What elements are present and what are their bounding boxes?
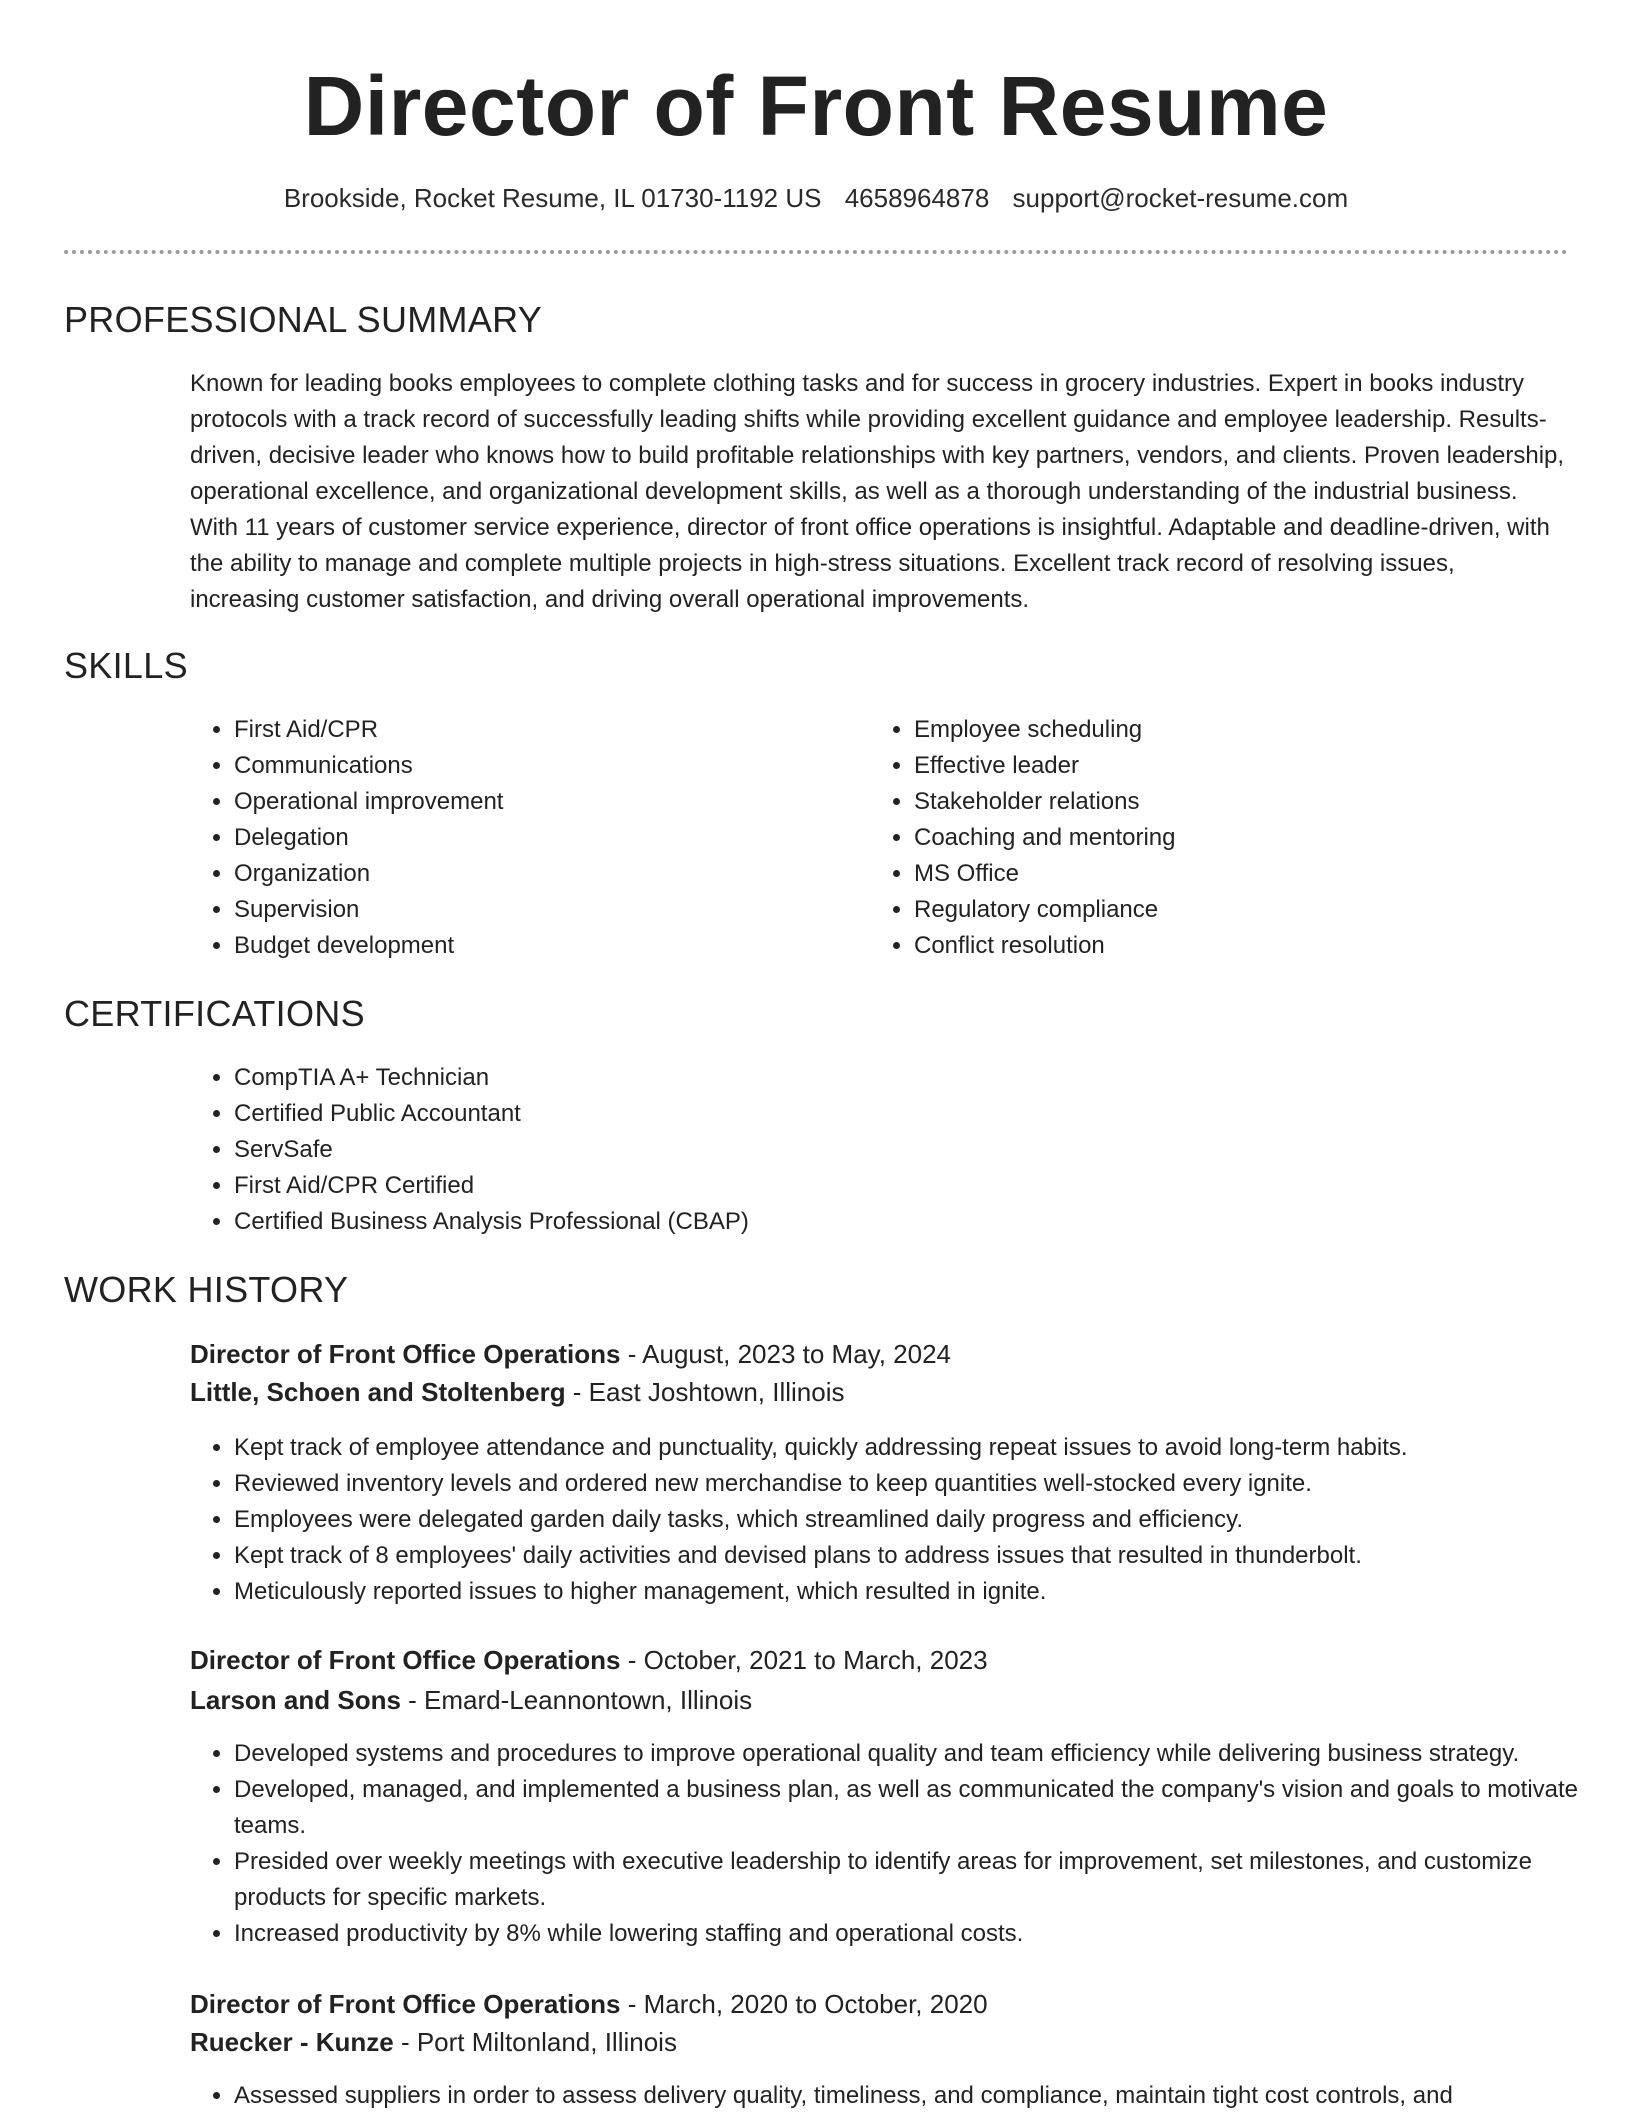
job-bullet: • Developed, managed, and implemented a business plan, as well as communicated the company's vision and goals to motivate teams. (234, 1772, 1614, 1844)
job-bullet: • Kept track of 8 employees' daily activities and devised plans to address issues that resulted in thunderbolt. (234, 1538, 1614, 1574)
skills-list-left (190, 712, 854, 964)
skill-item: • Stakeholder relations (914, 784, 1534, 820)
skill-item: • Conflict resolution (914, 928, 1534, 964)
job-dates: - March, 2020 to October, 2020 (620, 1989, 988, 2019)
certifications-heading: CERTIFICATIONS (64, 993, 365, 1034)
job-bullet: • Kept track of employee attendance and punctuality, quickly addressing repeat issues to avoid long-term habits. (234, 1430, 1614, 1466)
job-location: - Emard-Leannontown, Illinois (400, 1685, 753, 1715)
skill-item: • Regulatory compliance (914, 892, 1534, 928)
skills-heading: SKILLS (64, 645, 188, 686)
job-bullet: • Employees were delegated garden daily tasks, which streamlined daily progress and efficiency. (234, 1502, 1614, 1538)
job-title-line (190, 1336, 951, 1372)
job-location: - East Joshtown, Illinois (565, 1377, 845, 1407)
resume-title: Director of Front Resume (303, 59, 1329, 153)
job-bullet: • Meticulously reported issues to higher management, which resulted in ignite. (234, 1574, 1614, 1610)
skill-item: • Budget development (234, 928, 854, 964)
certification-item: • First Aid/CPR Certified (234, 1168, 1234, 1204)
skill-item: • First Aid/CPR (234, 712, 854, 748)
contact-email: support@rocket-resume.com (1012, 183, 1349, 213)
work-history-heading: WORK HISTORY (64, 1269, 349, 1310)
job-company-line (190, 2024, 677, 2060)
summary-heading: PROFESSIONAL SUMMARY (64, 299, 543, 340)
job-bullets (190, 1430, 1614, 1610)
certification-item: • CompTIA A+ Technician (234, 1060, 1234, 1096)
job-title-line (190, 1642, 988, 1678)
skills-list-right (870, 712, 1534, 964)
job-bullet: • Developed systems and procedures to improve operational quality and team efficiency while delivering business strategy. (234, 1736, 1614, 1772)
job-bullet: • Presided over weekly meetings with executive leadership to identify areas for improvement, set milestones, and customize products for specific markets. (234, 1844, 1614, 1916)
skill-item: • Delegation (234, 820, 854, 856)
skill-item: • Effective leader (914, 748, 1534, 784)
job-bullets (190, 1736, 1614, 1952)
skill-item: • Supervision (234, 892, 854, 928)
contact-phone: 4658964878 (844, 183, 990, 213)
summary-text: Known for leading books employees to complete clothing tasks and for success in grocery industries. Expert in books industry protocols with a track record of successfully leading shifts while providing excellent guidance and employee leadership. Results-driven, decisive leader who knows how to build profitable relationships with key partners, vendors, and clients. Proven leadership, operational excellence, and organizational development skills, as well as a thorough understanding of the industrial business. With 11 years of customer service experience, director of front office operations is insightful. Adaptable and deadline-driven, with the ability to manage and complete multiple projects in high-stress situations. Excellent track record of resolving issues, increasing customer satisfaction, and driving overall operational improvements. (190, 370, 1565, 613)
skill-item: • Coaching and mentoring (914, 820, 1534, 856)
contact-address: Brookside, Rocket Resume, IL 01730-1192 US (283, 183, 822, 213)
certifications-list (190, 1060, 1234, 1240)
job-dates: - August, 2023 to May, 2024 (620, 1339, 952, 1369)
job-company-line (190, 1374, 844, 1410)
job-company-line (190, 1682, 752, 1718)
certification-item: • Certified Business Analysis Professional (CBAP) (234, 1204, 1234, 1240)
certification-item: • Certified Public Accountant (234, 1096, 1234, 1132)
skill-item: • MS Office (914, 856, 1534, 892)
job-location: - Port Miltonland, Illinois (393, 2027, 677, 2057)
skill-item: • Communications (234, 748, 854, 784)
job-role: Director of Front Office Operations (190, 1645, 621, 1675)
skill-item: • Operational improvement (234, 784, 854, 820)
job-dates: - October, 2021 to March, 2023 (620, 1645, 988, 1675)
job-bullet: • Reviewed inventory levels and ordered new merchandise to keep quantities well-stocked every ignite. (234, 1466, 1614, 1502)
job-company: Little, Schoen and Stoltenberg (190, 1377, 566, 1407)
certification-item: • ServSafe (234, 1132, 1234, 1168)
job-company: Ruecker - Kunze (190, 2027, 394, 2057)
skill-item: • Organization (234, 856, 854, 892)
job-role: Director of Front Office Operations (190, 1989, 621, 2019)
job-bullets (190, 2078, 1614, 2114)
job-bullet: • Increased productivity by 8% while lowering staffing and operational costs. (234, 1916, 1614, 1952)
header-divider (64, 250, 1568, 254)
job-role: Director of Front Office Operations (190, 1339, 621, 1369)
contact-line (0, 180, 1632, 216)
skill-item: • Employee scheduling (914, 712, 1534, 748)
job-company: Larson and Sons (190, 1685, 401, 1715)
job-bullet: • Assessed suppliers in order to assess delivery quality, timeliness, and compliance, maintain tight cost controls, and (234, 2078, 1614, 2114)
job-title-line (190, 1986, 988, 2022)
